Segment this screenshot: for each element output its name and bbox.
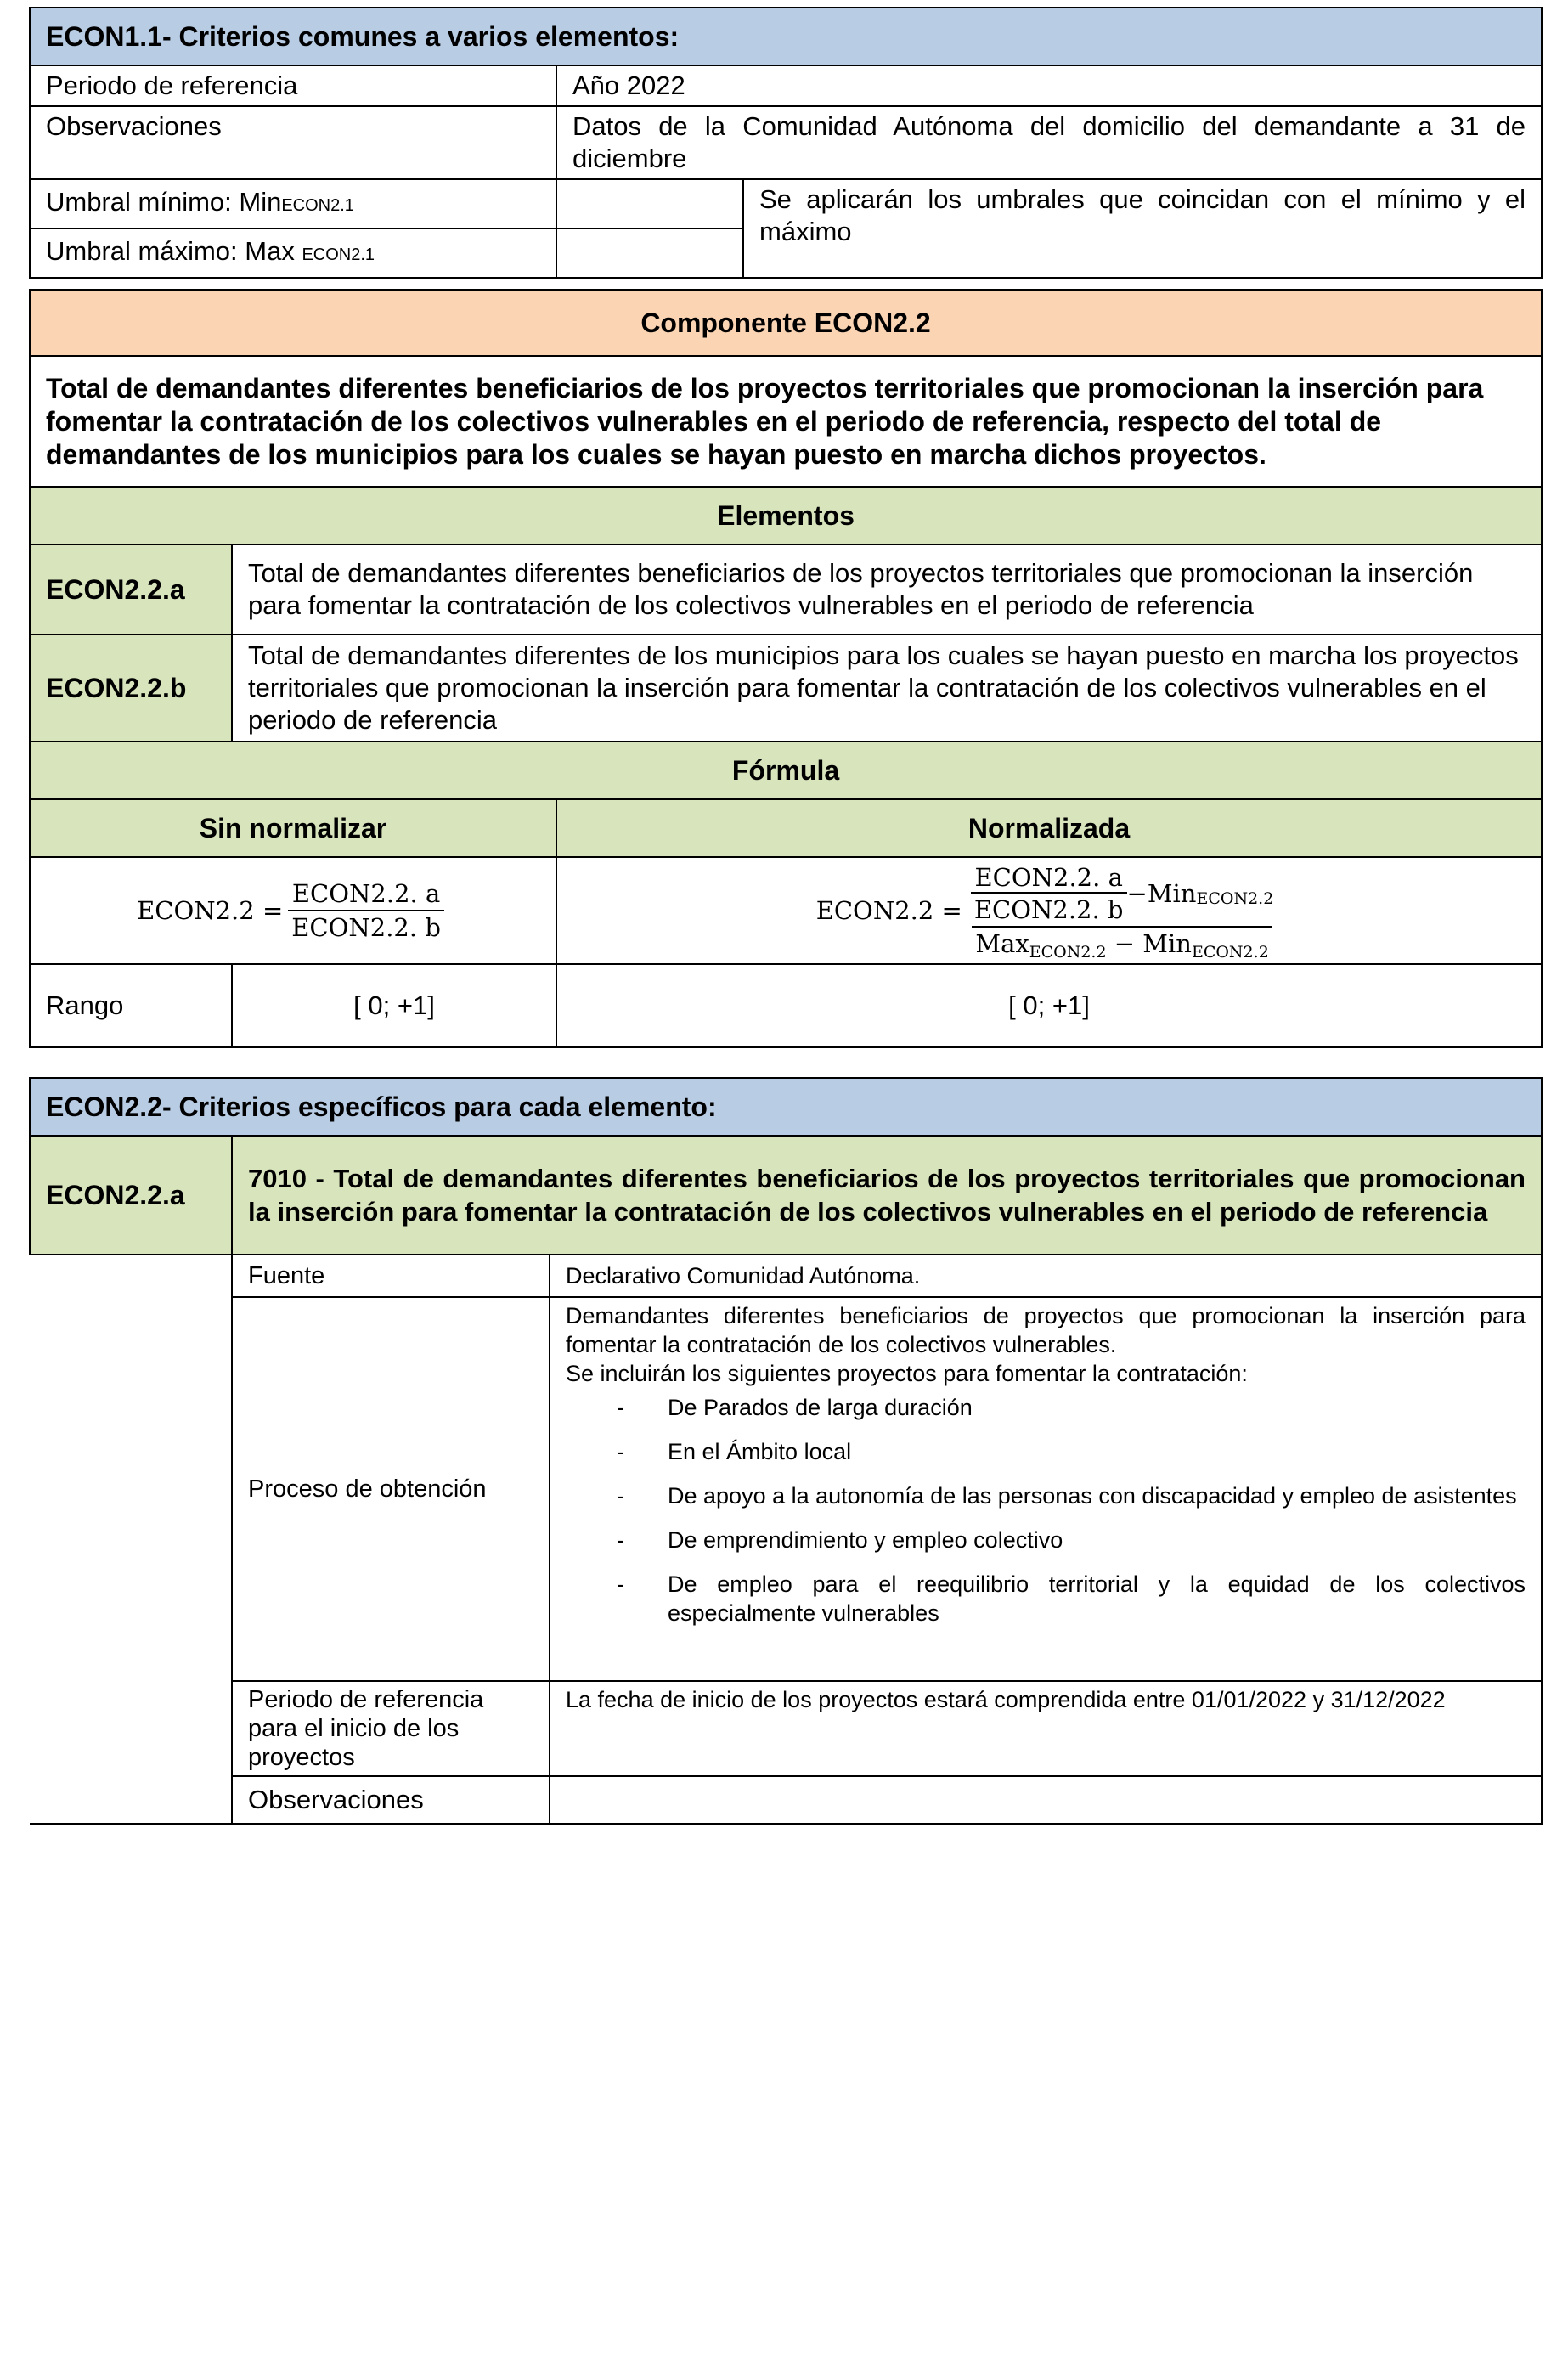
- specific-element-heading: 7010 - Total de demandantes diferentes beneficiarios de los proyectos territoriales que promocionan la inserción para fomentar la contratación de los colectivos vulnerables en el periodo de referencia: [232, 1136, 1542, 1255]
- periodo-inicio-value: La fecha de inicio de los proyectos estará comprendida entre 01/01/2022 y 31/12/2022: [550, 1681, 1542, 1776]
- projects-list: [566, 1393, 1526, 1627]
- element-text-b: Total de demandantes diferentes de los municipios para los cuales se hayan puesto en marcha los proyectos territoriales que promocionan la inserción para fomentar la contratación de los colectivos vulnerables en el periodo de referencia: [232, 635, 1542, 742]
- proceso-value: [550, 1297, 1542, 1681]
- list-item: - De empleo para el reequilibrio territorial y la equidad de los colectivos especialmente vulnerables: [617, 1571, 1526, 1626]
- periodo-label: Periodo de referencia: [30, 65, 556, 106]
- list-item: - De emprendimiento y empleo colectivo: [617, 1527, 1063, 1553]
- specific-element-code: ECON2.2.a: [30, 1136, 232, 1255]
- element-code-a: ECON2.2.a: [30, 544, 232, 635]
- sin-normalizar-header: Sin normalizar: [30, 799, 556, 857]
- rango-label: Rango: [30, 964, 232, 1047]
- umbral-max-value: [556, 228, 743, 278]
- criteria-table: [29, 7, 1543, 1048]
- common-criteria-title: ECON1.1- Criterios comunes a varios elementos:: [30, 8, 1542, 65]
- specific-observaciones-value: [550, 1776, 1542, 1824]
- list-item: - De Parados de larga duración: [617, 1395, 973, 1420]
- formula-title: Fórmula: [30, 742, 1542, 799]
- list-item: - En el Ámbito local: [617, 1439, 852, 1464]
- umbral-min-value: [556, 179, 743, 228]
- observaciones-label: Observaciones: [30, 106, 556, 179]
- threshold-note: Se aplicarán los umbrales que coincidan con el mínimo y el máximo: [743, 179, 1542, 278]
- specific-observaciones-label: Observaciones: [232, 1776, 550, 1824]
- formula-normalizada: ECON2.2 = $\frac{\text{ECON2.2. a}}{\text{ECON2.2. b}}$ − Min ECON2.2 Max$_{ECON2.2}$ − Min$_{ECON2.2}$: [556, 857, 1542, 964]
- formula-sin-normalizar: ECON2.2 = $\frac{\text{ECON2.2. a}}{\text{ECON2.2. b}}$: [30, 857, 556, 964]
- specific-criteria-table: [29, 1077, 1543, 1825]
- umbral-max-label: Umbral máximo: Max ECON2.1: [30, 228, 556, 278]
- element-code-b: ECON2.2.b: [30, 635, 232, 742]
- periodo-value: Año 2022: [556, 65, 1542, 106]
- rango-normalizada: [ 0; +1]: [556, 964, 1542, 1047]
- elements-title: Elementos: [30, 487, 1542, 544]
- normalizada-header: Normalizada: [556, 799, 1542, 857]
- component-description: Total de demandantes diferentes beneficiarios de los proyectos territoriales que promocionan la inserción para fomentar la contratación de los colectivos vulnerables en el periodo de referencia, respecto del total de demandantes de los municipios para los cuales se hayan puesto en marcha dichos proyectos.: [30, 356, 1542, 487]
- proceso-label: Proceso de obtención: [232, 1297, 550, 1681]
- fuente-value: Declarativo Comunidad Autónoma.: [550, 1255, 1542, 1297]
- rango-sin-normalizar: [ 0; +1]: [232, 964, 556, 1047]
- fuente-label: Fuente: [232, 1255, 550, 1297]
- periodo-inicio-label: Periodo de referencia para el inicio de los proyectos: [232, 1681, 550, 1776]
- proceso-intro: Demandantes diferentes beneficiarios de proyectos que promocionan la inserción para fomentar la contratación de los colectivos vulnerables.: [566, 1303, 1526, 1357]
- umbral-min-label: Umbral mínimo: MinECON2.1: [30, 179, 556, 228]
- proceso-intro-2: Se incluirán los siguientes proyectos para fomentar la contratación:: [566, 1361, 1248, 1386]
- specific-criteria-title: ECON2.2- Criterios específicos para cada elemento:: [30, 1078, 1542, 1136]
- component-title: Componente ECON2.2: [30, 290, 1542, 356]
- element-text-a: Total de demandantes diferentes beneficiarios de los proyectos territoriales que promocionan la inserción para fomentar la contratación de los colectivos vulnerables en el periodo de referencia: [232, 544, 1542, 635]
- list-item: - De apoyo a la autonomía de las personas con discapacidad y empleo de asistentes: [617, 1483, 1517, 1509]
- observaciones-value: Datos de la Comunidad Autónoma del domicilio del demandante a 31 de diciembre: [556, 106, 1542, 179]
